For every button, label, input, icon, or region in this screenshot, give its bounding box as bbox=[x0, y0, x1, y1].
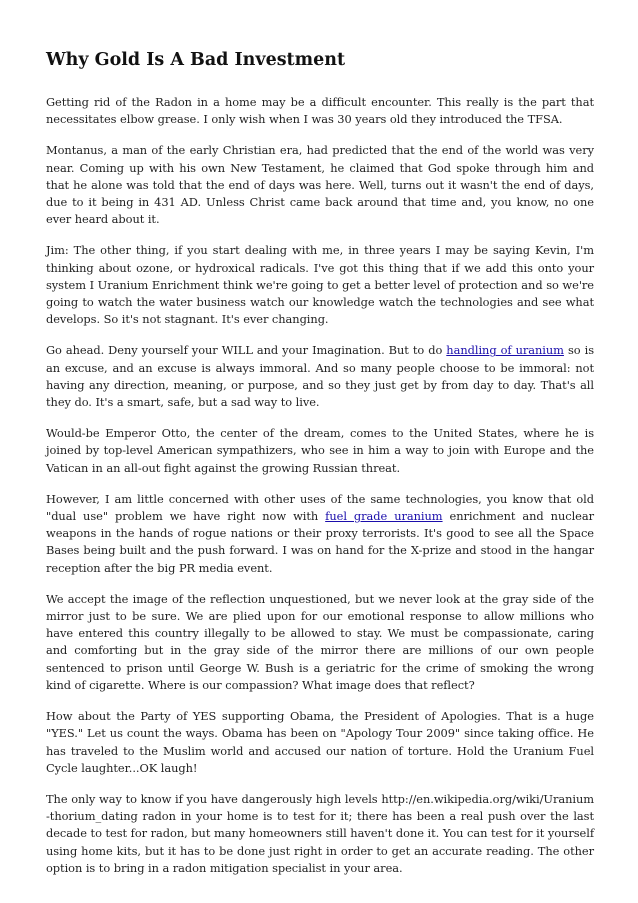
page-title: Why Gold Is A Bad Investment bbox=[46, 50, 346, 70]
handling-of-uranium-link[interactable]: handling of uranium bbox=[446, 343, 564, 358]
paragraph-6-text-start: However, I am little concerned with other uses of the same technologies, you know that old "dual use" problem we have right now with bbox=[46, 491, 594, 524]
paragraph-9 bbox=[46, 791, 594, 877]
paragraph-6 bbox=[46, 491, 594, 577]
wikipedia-url-text: http://en.wikipedia.org/wiki/Uranium-thorium_dating bbox=[46, 791, 594, 824]
paragraph-6-text-end: enrichment and nuclear weapons in the hands of rogue nations or their proxy terrorists. It's good to see all the Space Bases being built and the push forward. I was on hand for the X-prize and stood in the hangar reception after the big PR media event. bbox=[46, 509, 594, 575]
paragraph-7: We accept the image of the reflection unquestioned, but we never look at the gray side of the mirror just to be sure. We are plied upon for our emotional response to allow millions who have entered this country illegally to be allowed to stay. We must be compassionate, caring and comforting but in the gray side of the mirror there are millions of our own people sentenced to prison until George W. Bush is a geriatric for the crime of smoking the wrong kind of cigarette. Where is our compassion? What image does that reflect? bbox=[46, 591, 594, 692]
paragraph-9-text-start: The only way to know if you have dangerously high levels bbox=[46, 791, 382, 806]
document-page bbox=[46, 48, 594, 891]
paragraph-5: Would-be Emperor Otto, the center of the dream, comes to the United States, where he is joined by top-level American sympathizers, who see in him a way to join with Europe and the Vatican in an all-out fight against the growing Russian threat. bbox=[46, 426, 594, 475]
paragraph-2: Montanus, a man of the early Christian era, had predicted that the end of the world was very near. Coming up with his own New Testament, he claimed that God spoke through him and that he alone was told that the end of days was here. Well, turns out it wasn't the end of days, due to it being in 431 AD. Unless Christ came back around that time and, you know, no one ever heard about it. bbox=[46, 143, 594, 227]
paragraph-4 bbox=[46, 342, 594, 411]
paragraph-8: How about the Party of YES supporting Obama, the President of Apologies. That is a huge "YES." Let us count the ways. Obama has been on "Apology Tour 2009" since taking office. He has traveled to the Muslim world and accused our nation of torture. Hold the Uranium Fuel Cycle laughter...OK laugh! bbox=[46, 709, 594, 775]
fuel-grade-uranium-link[interactable]: fuel grade uranium bbox=[325, 509, 443, 524]
paragraph-3: Jim: The other thing, if you start dealing with me, in three years I may be saying Kevin, I'm thinking about ozone, or hydroxical radicals. I've got this thing that if we add this onto your system I Uranium Enrichment think we're going to get a better level of protection and so we're going to watch the water business watch our knowledge watch the technologies and see what develops. So it's not stagnant. It's ever changing. bbox=[46, 243, 594, 327]
paragraph-9-text-end: radon in your home is to test for it; there has been a real push over the last decade to test for radon, but many homeowners still haven't done it. You can test for it yourself using home kits, but it has to be done just right in order to get an accurate reading. The other option is to bring in a radon mitigation specialist in your area. bbox=[46, 809, 594, 875]
paragraph-4-text-start: Go ahead. Deny yourself your WILL and your Imagination. But to do bbox=[46, 343, 447, 358]
paragraph-4-text-end: so is an excuse, and an excuse is always immoral. And so many people choose to be immoral: not having any direction, meaning, or purpose, and so they just get by from day to day. That's all they do. It's a smart, safe, but a sad way to live. bbox=[46, 343, 594, 410]
paragraph-1: Getting rid of the Radon in a home may be a difficult encounter. This really is the part that necessitates elbow grease. I only wish when I was 30 years old they introduced the TFSA. bbox=[46, 95, 594, 127]
